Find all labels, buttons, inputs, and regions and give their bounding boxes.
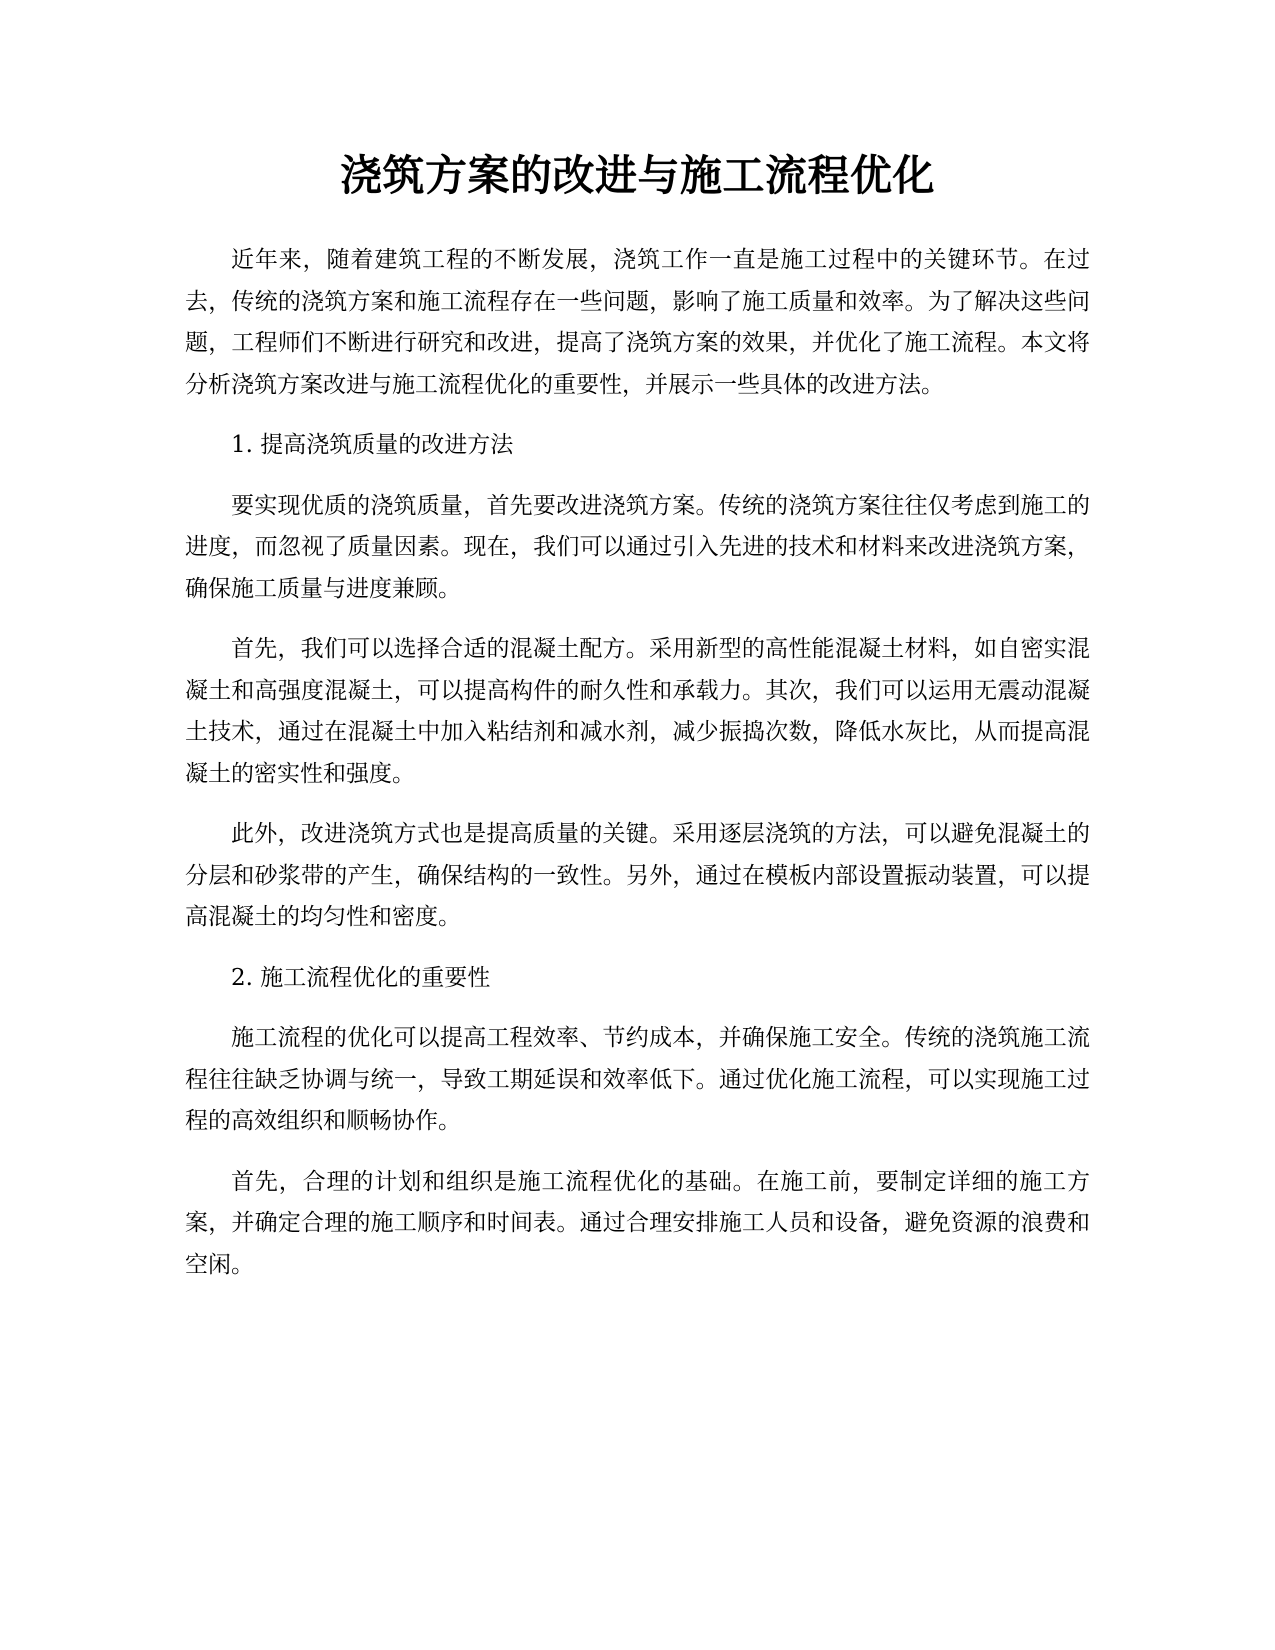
section-heading-2: 2. 施工流程优化的重要性 [231, 964, 491, 991]
paragraph: 首先，合理的计划和组织是施工流程优化的基础。在施工前，要制定详细的施工方案，并确定合理的施工顺序和时间表。通过合理安排施工人员和设备，避免资源的浪费和空闲。 [185, 1168, 1090, 1278]
document-body [185, 240, 1090, 1305]
section-heading-1: 1. 提高浇筑质量的改进方法 [231, 432, 514, 458]
paragraph: 施工流程的优化可以提高工程效率、节约成本，并确保施工安全。传统的浇筑施工流程往往缺乏协调与统一，导致工期延误和效率低下。通过优化施工流程，可以实现施工过程的高效组织和顺畅协作。 [185, 1025, 1090, 1134]
document-title: 浇筑方案的改进与施工流程优化 [339, 151, 935, 200]
paragraph-intro: 近年来，随着建筑工程的不断发展，浇筑工作一直是施工过程中的关键环节。在过去，传统的浇筑方案和施工流程存在一些问题，影响了施工质量和效率。为了解决这些问题，工程师们不断进行研究和改进，提高了浇筑方案的效果，并优化了施工流程。本文将分析浇筑方案改进与施工流程优化的重要性，并展示一些具体的改进方法。 [185, 247, 1090, 398]
paragraph: 首先，我们可以选择合适的混凝土配方。采用新型的高性能混凝土材料，如自密实混凝土和高强度混凝土，可以提高构件的耐久性和承载力。其次，我们可以运用无震动混凝土技术，通过在混凝土中加入粘结剂和减水剂，减少振捣次数，降低水灰比，从而提高混凝土的密实性和强度。 [185, 636, 1090, 787]
paragraph: 要实现优质的浇筑质量，首先要改进浇筑方案。传统的浇筑方案往往仅考虑到施工的进度，而忽视了质量因素。现在，我们可以通过引入先进的技术和材料来改进浇筑方案，确保施工质量与进度兼顾。 [185, 492, 1090, 602]
paragraph: 此外，改进浇筑方式也是提高质量的关键。采用逐层浇筑的方法，可以避免混凝土的分层和砂浆带的产生，确保结构的一致性。另外，通过在模板内部设置振动装置，可以提高混凝土的均匀性和密度。 [185, 821, 1090, 930]
